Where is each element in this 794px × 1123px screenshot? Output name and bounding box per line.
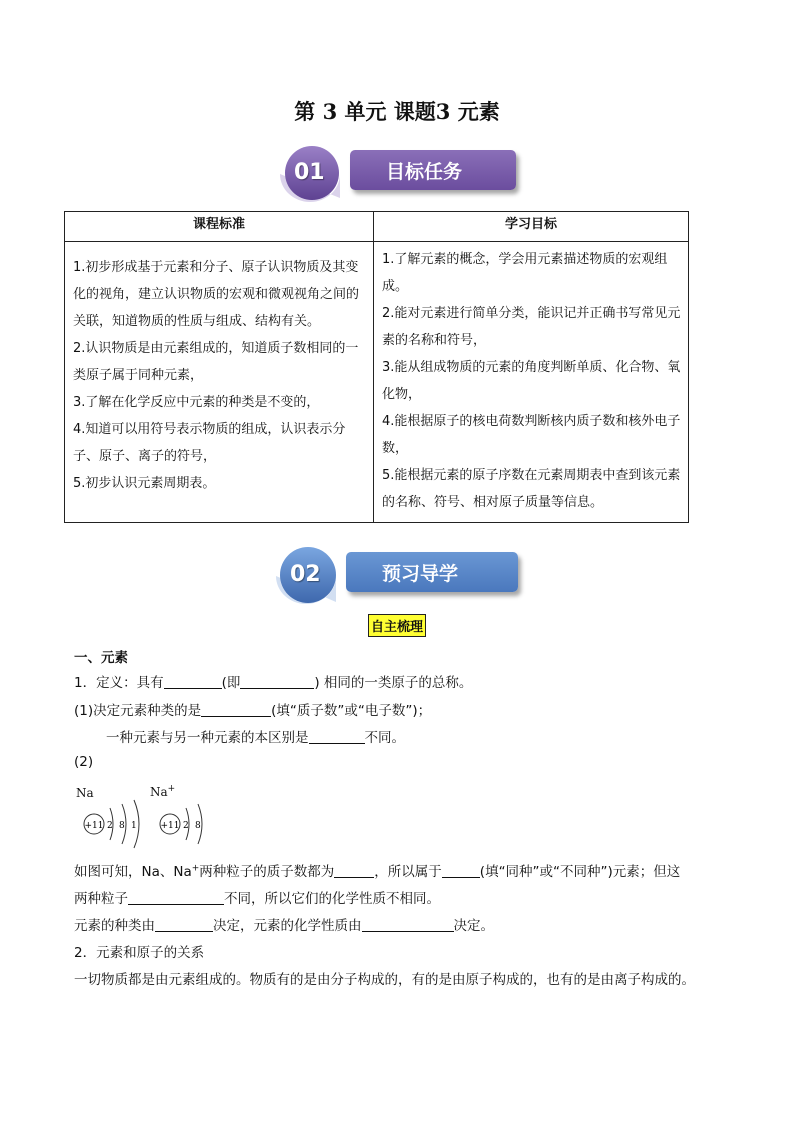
- svg-text:2: 2: [183, 821, 189, 831]
- ion-structure-icon: [156, 798, 216, 850]
- section-banner-preview: [272, 546, 524, 606]
- svg-text:+11: +11: [160, 821, 180, 831]
- list-item: 5.能根据元素的原子序数在元素周期表中查到该元素的名称、符号、相对原子质量等信息。: [382, 468, 681, 510]
- fill-blank[interactable]: [164, 674, 222, 689]
- heading-elements: 一、元素: [74, 650, 128, 666]
- fill-blank[interactable]: [128, 890, 224, 905]
- list-item: 3.能从组成物质的元素的角度判断单质、化合物、氧化物，: [382, 360, 681, 402]
- svg-text:2: 2: [107, 821, 113, 831]
- svg-text:8: 8: [119, 821, 125, 831]
- svg-text:+11: +11: [84, 821, 104, 831]
- page-title: 第 3 单元 课题3 元素: [294, 99, 500, 124]
- question-1-sub-line: 一种元素与另一种元素的本区别是 不同。: [106, 730, 405, 746]
- section-title: 目标任务: [350, 150, 516, 190]
- section-banner-goals: [276, 146, 522, 202]
- list-item: 4.知道可以用符号表示物质的组成，认识表示分子、原子、离子的符号，: [73, 422, 346, 464]
- objectives-cell: [374, 242, 689, 523]
- paragraph-4: 一切物质都是由元素组成的。物质有的是由分子构成的，有的是由原子构成的，也有的是由离子构成的。: [74, 972, 695, 988]
- svg-text:8: 8: [195, 821, 201, 831]
- paragraph-2: 两种粒子 不同，所以它们的化学性质不相同。: [74, 891, 440, 907]
- fill-blank[interactable]: [362, 917, 454, 932]
- paragraph-1: 如图可知，Na、Na+两种粒子的质子数都为 ，所以属于 (填“同种”或“不同种”)元素；但这: [74, 863, 681, 880]
- list-item: 1.了解元素的概念，学会用元素描述物质的宏观组成。: [382, 252, 668, 294]
- atom-structure-icon: [80, 798, 150, 850]
- self-study-label: 自主梳理: [368, 614, 426, 637]
- section-number: 02: [290, 562, 321, 587]
- section-number: 01: [294, 160, 325, 185]
- paragraph-3: 元素的种类由 决定，元素的化学性质由 决定。: [74, 918, 494, 934]
- heading-element-atom-relation: 2．元素和原子的关系: [74, 945, 205, 961]
- section-title: 预习导学: [346, 552, 518, 592]
- goals-table: [64, 211, 689, 523]
- table-header-objectives: 学习目标: [374, 212, 689, 242]
- list-item: 4.能根据原子的核电荷数判断核内质子数和核外电子数，: [382, 414, 681, 456]
- question-2-label: (2): [74, 754, 94, 770]
- list-item: 2.认识物质是由元素组成的，知道质子数相同的一类原子属于同种元素，: [73, 341, 359, 383]
- svg-text:1: 1: [131, 821, 137, 831]
- question-1-line: (1)决定元素种类的是 (填“质子数”或“电子数”)；: [74, 703, 432, 719]
- fill-blank[interactable]: [201, 702, 271, 717]
- fill-blank[interactable]: [155, 917, 213, 932]
- table-header-standard: 课程标准: [65, 212, 374, 242]
- definition-line: 1．定义：具有 (即 ) 相同的一类原子的总称。: [74, 675, 473, 691]
- fill-blank[interactable]: [240, 674, 314, 689]
- fill-blank[interactable]: [334, 863, 374, 878]
- fill-blank[interactable]: [442, 863, 480, 878]
- list-item: 3.了解在化学反应中元素的种类是不变的，: [73, 395, 320, 410]
- list-item: 1.初步形成基于元素和分子、原子认识物质及其变化的视角，建立认识物质的宏观和微观视角之间的关联，知道物质的性质与组成、结构有关。: [73, 260, 360, 329]
- standards-cell: [65, 242, 374, 523]
- list-item: 5.初步认识元素周期表。: [73, 476, 216, 491]
- fill-blank[interactable]: [309, 729, 365, 744]
- list-item: 2.能对元素进行简单分类，能识记并正确书写常见元素的名称和符号，: [382, 306, 681, 348]
